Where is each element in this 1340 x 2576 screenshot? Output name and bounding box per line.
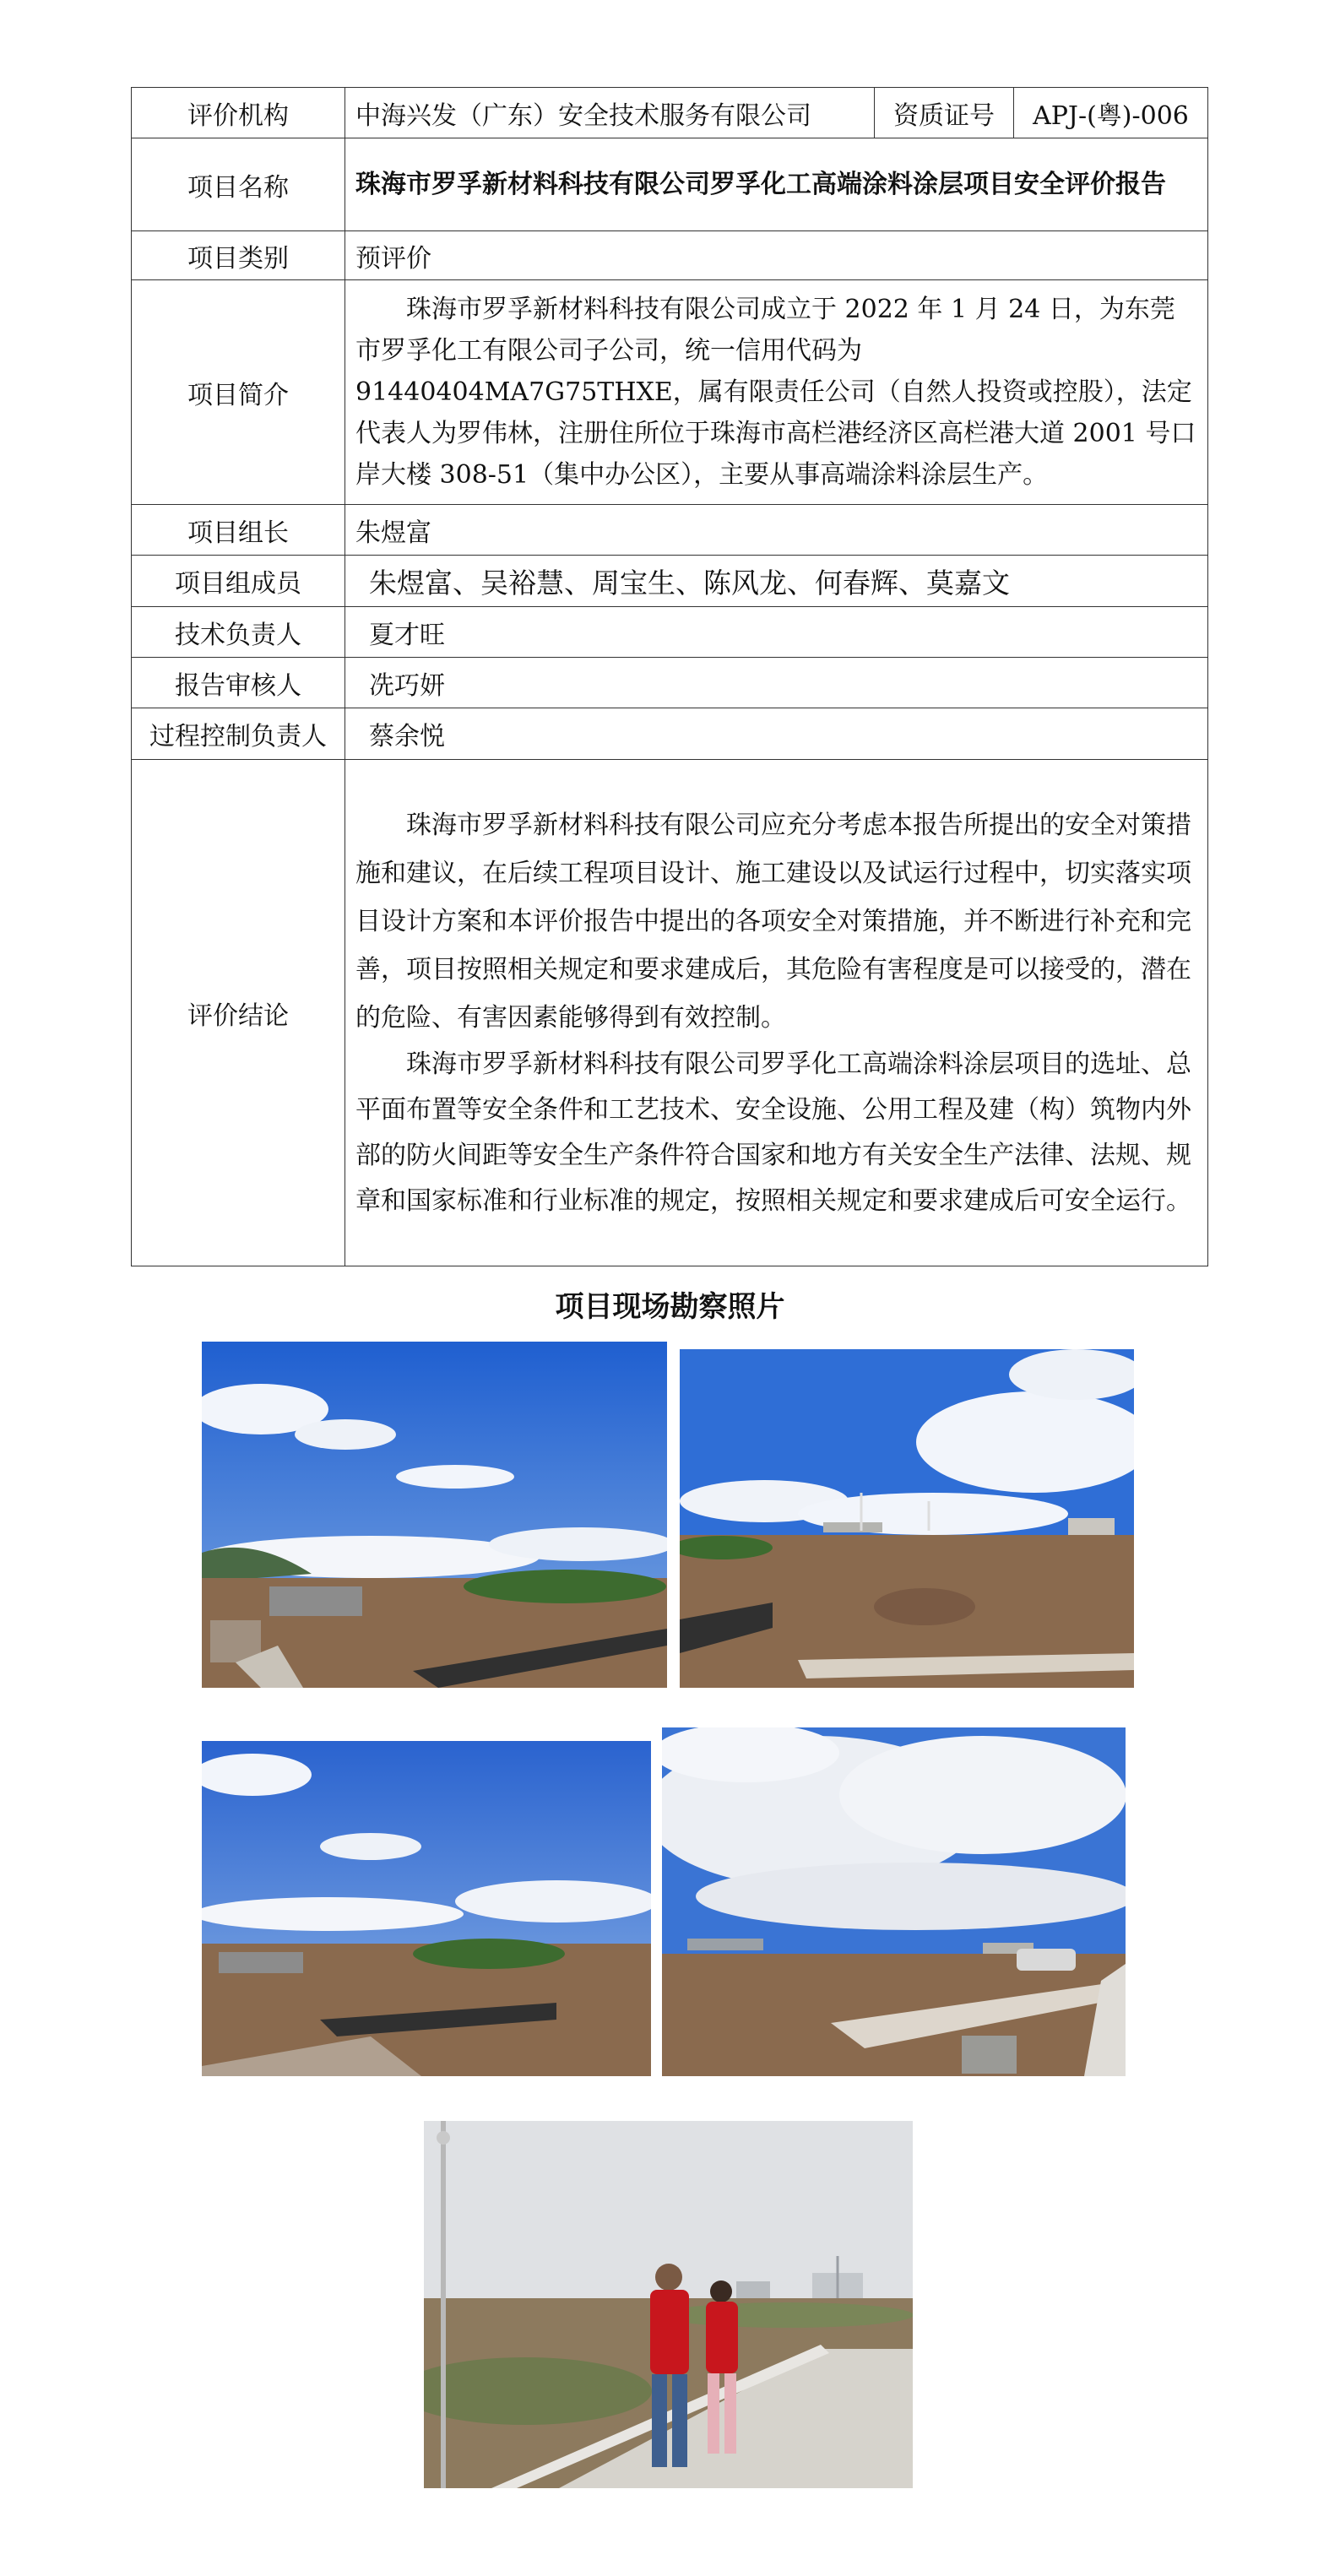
org-value: 中海兴发（广东）安全技术服务有限公司	[345, 88, 875, 138]
members-label: 项目组成员	[132, 556, 345, 607]
leader-value: 朱煜富	[345, 505, 1208, 556]
name-label: 项目名称	[132, 138, 345, 231]
intro-label: 项目简介	[132, 280, 345, 505]
conclusion-paragraph-1: 珠海市罗孚新材料科技有限公司应充分考虑本报告所提出的安全对策措施和建议，在后续工程项目设计、施工建设以及试运行过程中，切实落实项目设计方案和本评价报告中提出的各项安全对策措施，并不断进行补充和完善，项目按照相关规定和要求建成后，其危险有害程度是可以接受的，潜在的危险、有害因素能够得到有效控制。	[355, 811, 1191, 1033]
cert-label: 资质证号	[875, 88, 1014, 138]
process-value: 蔡余悦	[345, 708, 1208, 760]
row-members	[132, 556, 1208, 607]
reviewer-value: 冼巧妍	[345, 658, 1208, 708]
site-photo-4	[662, 1727, 1126, 2076]
site-photo-3	[202, 1741, 651, 2076]
site-photo-5-team	[424, 2121, 913, 2488]
row-type	[132, 231, 1208, 280]
row-intro	[132, 280, 1208, 505]
row-tech	[132, 607, 1208, 658]
photos-title: 项目现场勘察照片	[555, 1290, 785, 1324]
row-reviewer	[132, 658, 1208, 708]
process-label: 过程控制负责人	[132, 708, 345, 760]
project-info-table	[131, 87, 1208, 1266]
members-value: 朱煜富、吴裕慧、周宝生、陈风龙、何春辉、莫嘉文	[345, 556, 1208, 607]
tech-value: 夏才旺	[345, 607, 1208, 658]
row-leader	[132, 505, 1208, 556]
site-photo-1	[202, 1342, 667, 1688]
row-conclusion	[132, 760, 1208, 1266]
reviewer-label: 报告审核人	[132, 658, 345, 708]
cert-value: APJ-(粤)-006	[1014, 88, 1208, 138]
org-label: 评价机构	[132, 88, 345, 138]
type-value: 预评价	[345, 231, 1208, 280]
row-process	[132, 708, 1208, 760]
leader-label: 项目组长	[132, 505, 345, 556]
row-org	[132, 88, 1208, 138]
site-photo-2	[680, 1349, 1134, 1688]
name-value: 珠海市罗孚新材料科技有限公司罗孚化工高端涂料涂层项目安全评价报告	[345, 138, 1208, 231]
row-name	[132, 138, 1208, 231]
conclusion-paragraph-2: 珠海市罗孚新材料科技有限公司罗孚化工高端涂料涂层项目的选址、总平面布置等安全条件和工艺技术、安全设施、公用工程及建（构）筑物内外部的防火间距等安全生产条件符合国家和地方有关安全生产法律、法规、规章和国家标准和行业标准的规定，按照相关规定和要求建成后可安全运行。	[355, 1049, 1191, 1216]
conclusion-label: 评价结论	[132, 760, 345, 1266]
type-label: 项目类别	[132, 231, 345, 280]
intro-text: 珠海市罗孚新材料科技有限公司成立于 2022 年 1 月 24 日，为东莞市罗孚化工有限公司子公司，统一信用代码为 91440404MA7G75THXE，属有限责任公司（自然人投资或控股），法定代表人为罗伟林，注册住所位于珠海市高栏港经济区高栏港大道 2001 号口岸大楼 308-51（集中办公区），主要从事高端涂料涂层生产。	[355, 295, 1196, 490]
tech-label: 技术负责人	[132, 607, 345, 658]
